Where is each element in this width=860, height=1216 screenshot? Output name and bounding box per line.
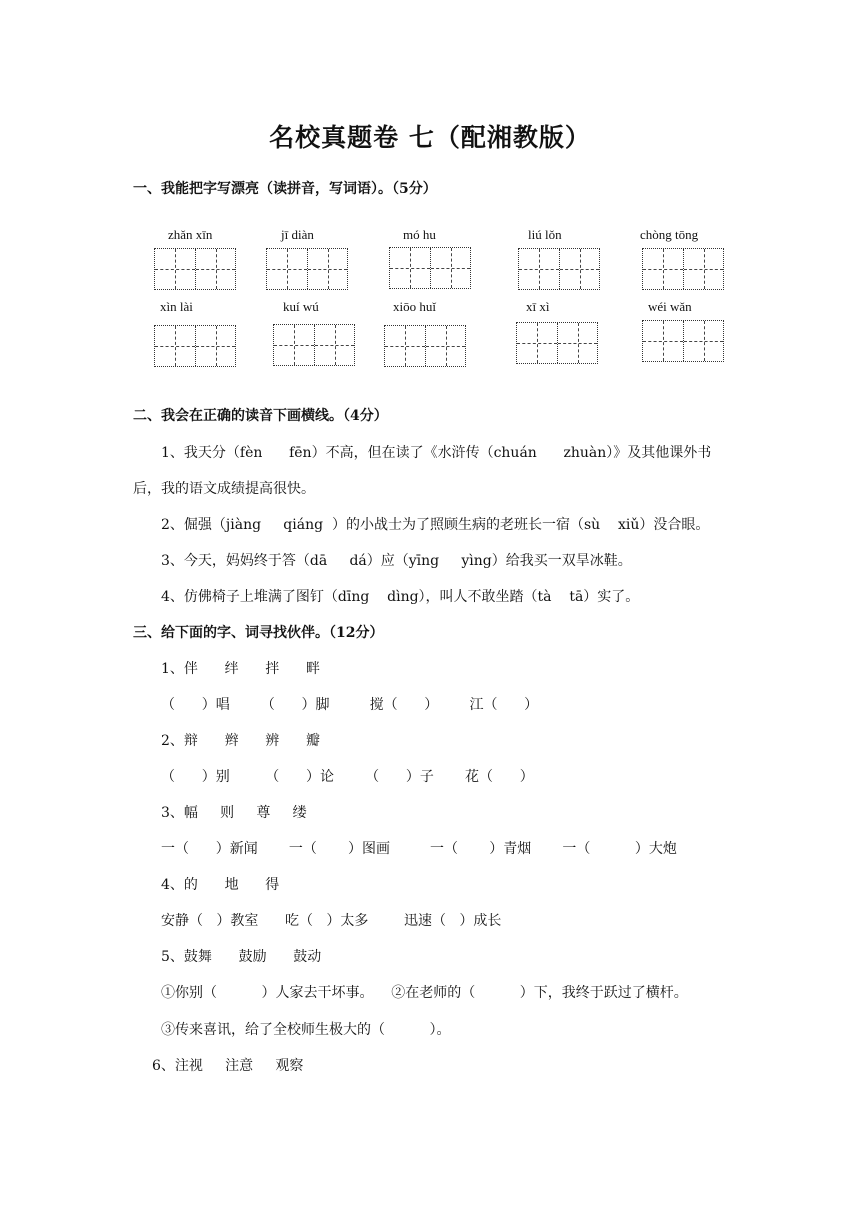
- fill-in-line: （ ）别 （ ）论 （ ）子 花（ ）: [161, 769, 534, 785]
- writing-grid[interactable]: [273, 324, 355, 366]
- pinyin-9: xī xì: [526, 299, 550, 314]
- section-3-heading: 三、给下面的字、词寻找伙伴。（12分）: [133, 625, 384, 641]
- question-line: 4、的 地 得: [161, 877, 280, 893]
- pinyin-6: xìn lài: [160, 299, 193, 314]
- question-line: 3、幅 则 尊 缕: [161, 805, 307, 821]
- pinyin-4: liú lǒn: [528, 227, 562, 242]
- writing-grid[interactable]: [642, 248, 724, 290]
- page-title: 名校真题卷 七（配湘教版）: [269, 123, 591, 152]
- fill-in-line: （ ）唱 （ ）脚 搅（ ） 江（ ）: [161, 697, 539, 713]
- fill-in-line: ③传来喜讯，给了全校师生极大的（ ）。: [161, 1022, 451, 1038]
- writing-grid[interactable]: [642, 320, 724, 362]
- pinyin-1: zhǎn xīn: [168, 227, 213, 242]
- section-2-heading: 二、我会在正确的读音下画横线。（4分）: [133, 408, 388, 424]
- question-line: 4、仿佛椅子上堆满了图钉（dīng dìng），叫人不敢坐踏（tà tā）实了。: [161, 589, 640, 605]
- question-line: 6、注视 注意 观察: [152, 1058, 304, 1074]
- question-line: 2、辩 辫 辨 瓣: [161, 733, 321, 749]
- writing-grid[interactable]: [154, 325, 236, 367]
- question-line: 3、今天，妈妈终于答（dā dá）应（yīng yìng）给我买一双旱冰鞋。: [161, 553, 632, 569]
- writing-grid[interactable]: [266, 248, 348, 290]
- question-line: 5、鼓舞 鼓励 鼓动: [161, 949, 322, 965]
- pinyin-3: mó hu: [403, 227, 436, 242]
- fill-in-line: ①你别（ ）人家去干坏事。 ②在老师的（ ）下，我终于跃过了横杆。: [161, 985, 688, 1001]
- question-line: 1、伴 绊 拌 畔: [161, 661, 321, 677]
- writing-grid[interactable]: [518, 248, 600, 290]
- pinyin-8: xiōo huǐ: [393, 299, 436, 314]
- fill-in-line: 一（ ）新闻 一（ ）图画 一（ ）青烟 一（ ）大炮: [161, 841, 677, 857]
- pinyin-5: chòng tōng: [640, 227, 699, 242]
- pinyin-2: jī diàn: [281, 227, 314, 242]
- pinyin-10: wéi wǎn: [648, 299, 692, 314]
- writing-grid[interactable]: [516, 322, 598, 364]
- writing-grid[interactable]: [384, 325, 466, 367]
- fill-in-line: 安静（ ）教室 吃（ ）太多 迅速（ ）成长: [161, 913, 502, 929]
- writing-grid[interactable]: [154, 248, 236, 290]
- question-line: 1、我天分（fèn fēn）不高，但在读了《水浒传（chuán zhuàn）》及其他课外书: [161, 445, 712, 461]
- question-line: 后，我的语文成绩提高很快。: [133, 481, 315, 497]
- section-1-heading: 一、我能把字写漂亮（读拼音，写词语）。（5分）: [133, 181, 437, 197]
- question-line: 2、倔强（jiàng qiáng ）的小战士为了照顾生病的老班长一宿（sù xiǔ）没合眼。: [161, 517, 710, 533]
- pinyin-7: kuí wú: [283, 299, 319, 314]
- writing-grid[interactable]: [389, 247, 471, 289]
